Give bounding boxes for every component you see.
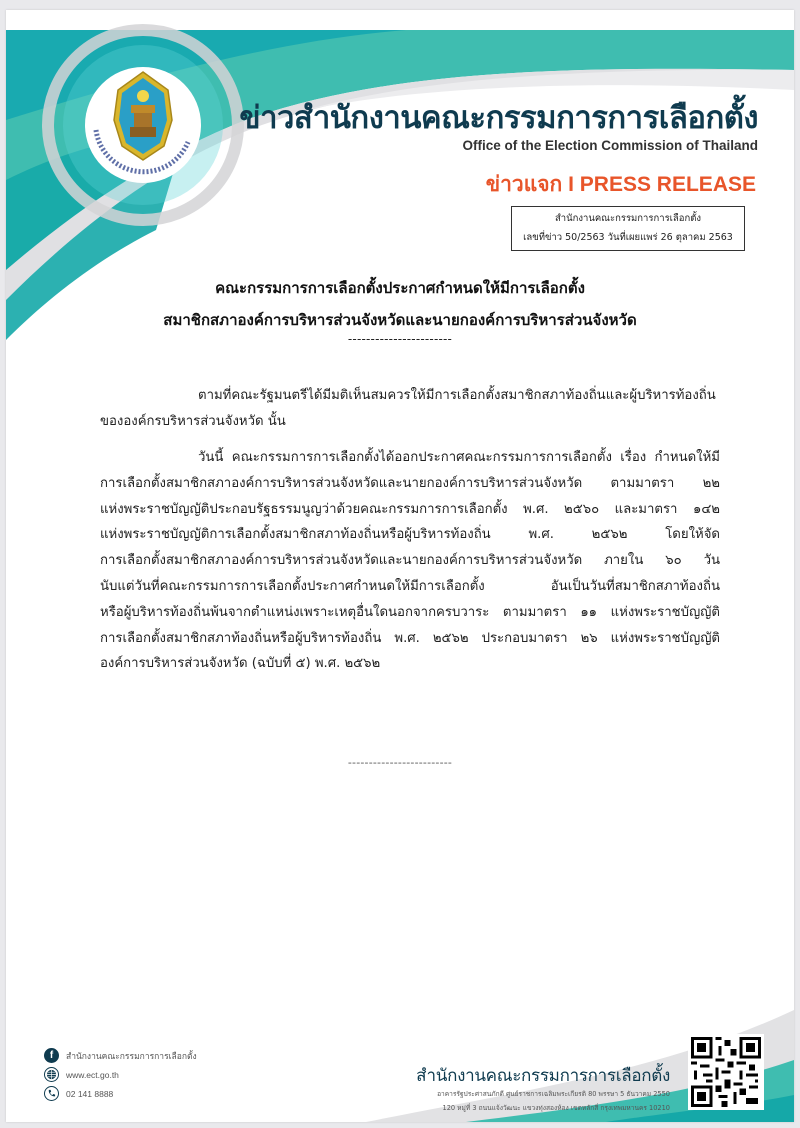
qr-code-icon[interactable]	[688, 1034, 764, 1110]
paragraph-1	[100, 383, 720, 435]
contact-facebook-text: สำนักงานคณะกรรมการการเลือกตั้ง	[66, 1050, 197, 1061]
news-box-org: สำนักงานคณะกรรมการการเลือกตั้ง	[554, 213, 702, 224]
contact-phone-text: 02 141 8888	[66, 1088, 114, 1099]
press-release-label: ข่าวแจก I PRESS RELEASE	[485, 173, 756, 196]
phone-icon	[44, 1086, 59, 1101]
paragraph-2-line: การเลือกตั้งสมาชิกสภาท้องถิ่นหรือผู้บริหารท้องถิ่น พ.ศ. ๒๕๖๒ ประกอบมาตรา ๒๖ แห่งพระราชบัญญัติ	[100, 630, 720, 646]
facebook-icon: f	[44, 1048, 59, 1063]
document-title-line-1: คณะกรรมการการเลือกตั้งประกาศกำหนดให้มีการเลือกตั้ง	[215, 279, 585, 297]
footer-org-name: สำนักงานคณะกรรมการการเลือกตั้ง	[416, 1066, 670, 1086]
contact-website[interactable]	[44, 1065, 197, 1084]
end-separator: -------------------------	[347, 756, 453, 769]
header-title-thai: ข่าวสำนักงานคณะกรรมการการเลือกตั้ง	[239, 100, 758, 136]
title-separator: -----------------------	[347, 332, 453, 346]
footer-address-line-1: อาคารรัฐประศาสนภักดี ศูนย์ราชการเฉลิมพระเกียรติ 80 พรรษา 5 ธันวาคม 2550	[437, 1090, 670, 1098]
contact-phone[interactable]	[44, 1084, 197, 1103]
header-title-english: Office of the Election Commission of Thailand	[462, 138, 758, 153]
paragraph-1-line: ตามที่คณะรัฐมนตรีได้มีมติเห็นสมควรให้มีการเลือกตั้งสมาชิกสภาท้องถิ่นและผู้บริหารท้องถิ่น	[198, 388, 716, 403]
paragraph-1-line: ขององค์กรบริหารส่วนจังหวัด นั้น	[100, 413, 286, 429]
news-box-number-date: เลขที่ข่าว 50/2563 วันที่เผยแพร่ 26 ตุลาคม 2563	[523, 232, 733, 243]
contact-list	[44, 1046, 197, 1103]
news-info-box	[511, 206, 745, 251]
contact-website-text: www.ect.go.th	[66, 1069, 119, 1080]
paragraph-2	[100, 445, 720, 677]
paragraph-2-line: วันนี้ คณะกรรมการการเลือกตั้งได้ออกประกาศคณะกรรมการการเลือกตั้ง เรื่อง กำหนดให้มี	[198, 450, 720, 465]
paragraph-2-line: การเลือกตั้งสมาชิกสภาองค์การบริหารส่วนจังหวัดและนายกองค์การบริหารส่วนจังหวัด ตามมาตรา ๒๒	[100, 475, 720, 491]
paragraph-2-line: การเลือกตั้งสมาชิกสภาองค์การบริหารส่วนจังหวัดและนายกองค์การบริหารส่วนจังหวัด ภายใน ๖๐ วัน	[100, 553, 720, 569]
paragraph-2-line: นับแต่วันที่คณะกรรมการการเลือกตั้งประกาศกำหนดให้มีการเลือกตั้ง อันเป็นวันที่สมาชิกสภาท้องถิ่น	[100, 578, 720, 594]
paragraph-2-line: แห่งพระราชบัญญัติการเลือกตั้งสมาชิกสภาท้องถิ่นหรือผู้บริหารท้องถิ่น พ.ศ. ๒๕๖๒ โดยให้จัด	[100, 527, 720, 543]
paragraph-2-line: แห่งพระราชบัญญัติประกอบรัฐธรรมนูญว่าด้วยคณะกรรมการการเลือกตั้ง พ.ศ. ๒๕๖๐ และมาตรา ๑๔๒	[100, 501, 720, 517]
ect-emblem-icon	[68, 50, 218, 200]
contact-facebook[interactable]	[44, 1046, 197, 1065]
footer-address-line-2: 120 หมู่ที่ 3 ถนนแจ้งวัฒนะ แขวงทุ่งสองห้อง เขตหลักสี่ กรุงเทพมหานคร 10210	[442, 1104, 670, 1112]
press-release-page	[6, 10, 794, 1122]
document-title-line-2: สมาชิกสภาองค์การบริหารส่วนจังหวัดและนายกองค์การบริหารส่วนจังหวัด	[163, 311, 637, 329]
paragraph-2-line: องค์การบริหารส่วนจังหวัด (ฉบับที่ ๕) พ.ศ. ๒๕๖๒	[100, 656, 381, 672]
globe-icon	[44, 1067, 59, 1082]
paragraph-2-line: หรือผู้บริหารท้องถิ่นพ้นจากตำแหน่งเพราะเหตุอื่นใดนอกจากครบวาระ ตามมาตรา ๑๑ แห่งพระราชบัญญัติ	[100, 604, 720, 620]
